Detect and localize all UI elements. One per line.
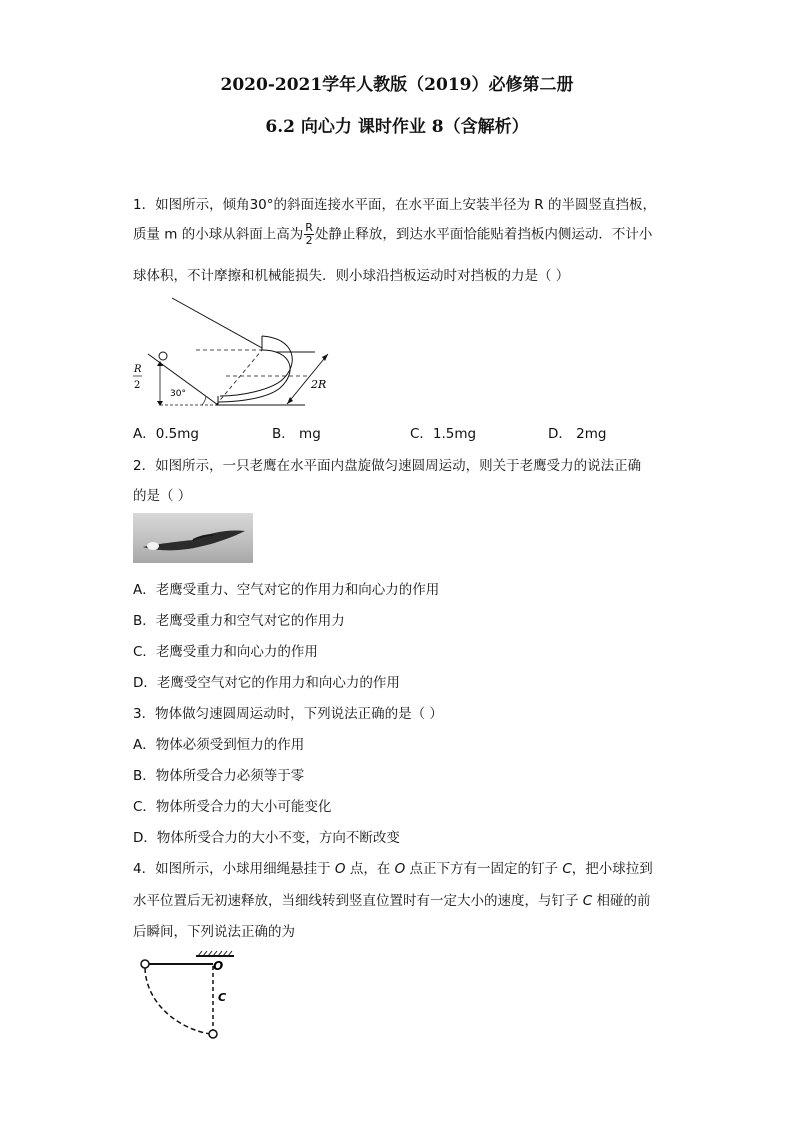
- ball-icon: [159, 352, 167, 360]
- q1-option-c: C．1.5mg: [410, 426, 477, 442]
- height-label-den: 2: [134, 380, 141, 391]
- q1-fraction-denominator: 2: [305, 234, 313, 247]
- angle-arc: [202, 396, 206, 405]
- point-o-label: O: [213, 959, 224, 973]
- q4-line1-point-o2: O: [394, 861, 406, 877]
- q4-text-line3: 后瞬间，下列说法正确的为: [133, 924, 295, 940]
- q1-text-line1: 1．如图所示，倾角30°的斜面连接水平面，在水平面上安装半径为 R 的半圆竖直挡板，: [133, 197, 656, 213]
- q1-text-before-fraction: 质量 m 的小球从斜面上高为: [133, 226, 304, 243]
- q3-option-d: D．物体所受合力的大小不变，方向不断改变: [133, 830, 400, 846]
- q1-fraction-numerator: R: [305, 221, 313, 234]
- q2-option-a: A．老鹰受重力、空气对它的作用力和向心力的作用: [133, 582, 440, 598]
- ball-end-icon: [209, 1030, 217, 1038]
- diameter-label: 2R: [311, 378, 327, 391]
- q4-line1-point-c: C: [562, 861, 572, 877]
- q4-line2-part-b: 相碰的前: [592, 893, 651, 909]
- q4-line1-point-o: O: [334, 861, 346, 877]
- q4-text-line1: [133, 857, 653, 877]
- q4-line1-part-a: 4．如图所示，小球用细绳悬挂于: [133, 861, 335, 877]
- document-title: 2020-2021学年人教版（2019）必修第二册: [220, 75, 574, 95]
- q4-line1-part-c: 点正下方有一固定的钉子: [405, 861, 563, 877]
- q2-text-line1: 2．如图所示，一只老鹰在水平面内盘旋做匀速圆周运动，则关于老鹰受力的说法正确: [133, 458, 642, 474]
- swing-arc-dashed: [145, 968, 210, 1034]
- q3-option-b: B．物体所受合力必须等于零: [133, 768, 305, 784]
- q3-text-line1: 3．物体做匀速圆周运动时，下列说法正确的是（ ）: [133, 706, 443, 722]
- height-label-num: R: [134, 364, 142, 375]
- ball-start-icon: [141, 960, 149, 968]
- q1-text-line2: [133, 222, 652, 247]
- q4-line1-part-d: ，把小球拉到: [571, 861, 653, 877]
- eagle-icon: [133, 513, 253, 563]
- q1-incline-figure: [130, 292, 340, 412]
- incline-upper-line: [172, 298, 262, 348]
- q4-line2-point-c: C: [582, 893, 593, 909]
- q1-option-b: B． mg: [272, 426, 321, 442]
- q3-option-c: C．物体所受合力的大小可能变化: [133, 799, 332, 815]
- q4-text-line2: [133, 889, 651, 909]
- q2-option-c: C．老鹰受重力和向心力的作用: [133, 644, 318, 660]
- q3-option-a: A．物体必须受到恒力的作用: [133, 737, 305, 753]
- diagonal-dashed-line: [216, 350, 262, 405]
- q1-option-d: D． 2mg: [548, 426, 607, 442]
- eagle-photo: [133, 513, 253, 563]
- q1-text-after-fraction: 处静止释放，到达水平面恰能贴着挡板内侧运动．不计小: [314, 226, 653, 243]
- document-subtitle: 6.2 向心力 课时作业 8（含解析）: [265, 117, 529, 137]
- q2-option-d: D．老鹰受空气对它的作用力和向心力的作用: [133, 675, 400, 691]
- q4-line1-part-b: 点，在: [345, 861, 395, 877]
- q4-line2-part-a: 水平位置后无初速释放，当细线转到竖直位置时有一定大小的速度，与钉子: [133, 893, 583, 909]
- q2-text-line2: 的是（ ）: [133, 488, 192, 504]
- angle-label: 30°: [170, 389, 186, 399]
- q2-option-b: B．老鹰受重力和空气对它的作用力: [133, 613, 345, 629]
- q1-text-line3: 球体积，不计摩擦和机械能损失．则小球沿挡板运动时对挡板的力是（ ）: [133, 268, 570, 284]
- q1-option-a: A．0.5mg: [133, 426, 199, 442]
- q1-fraction: [304, 222, 314, 247]
- point-c-label: C: [218, 991, 227, 1004]
- q4-pendulum-figure: [136, 950, 246, 1045]
